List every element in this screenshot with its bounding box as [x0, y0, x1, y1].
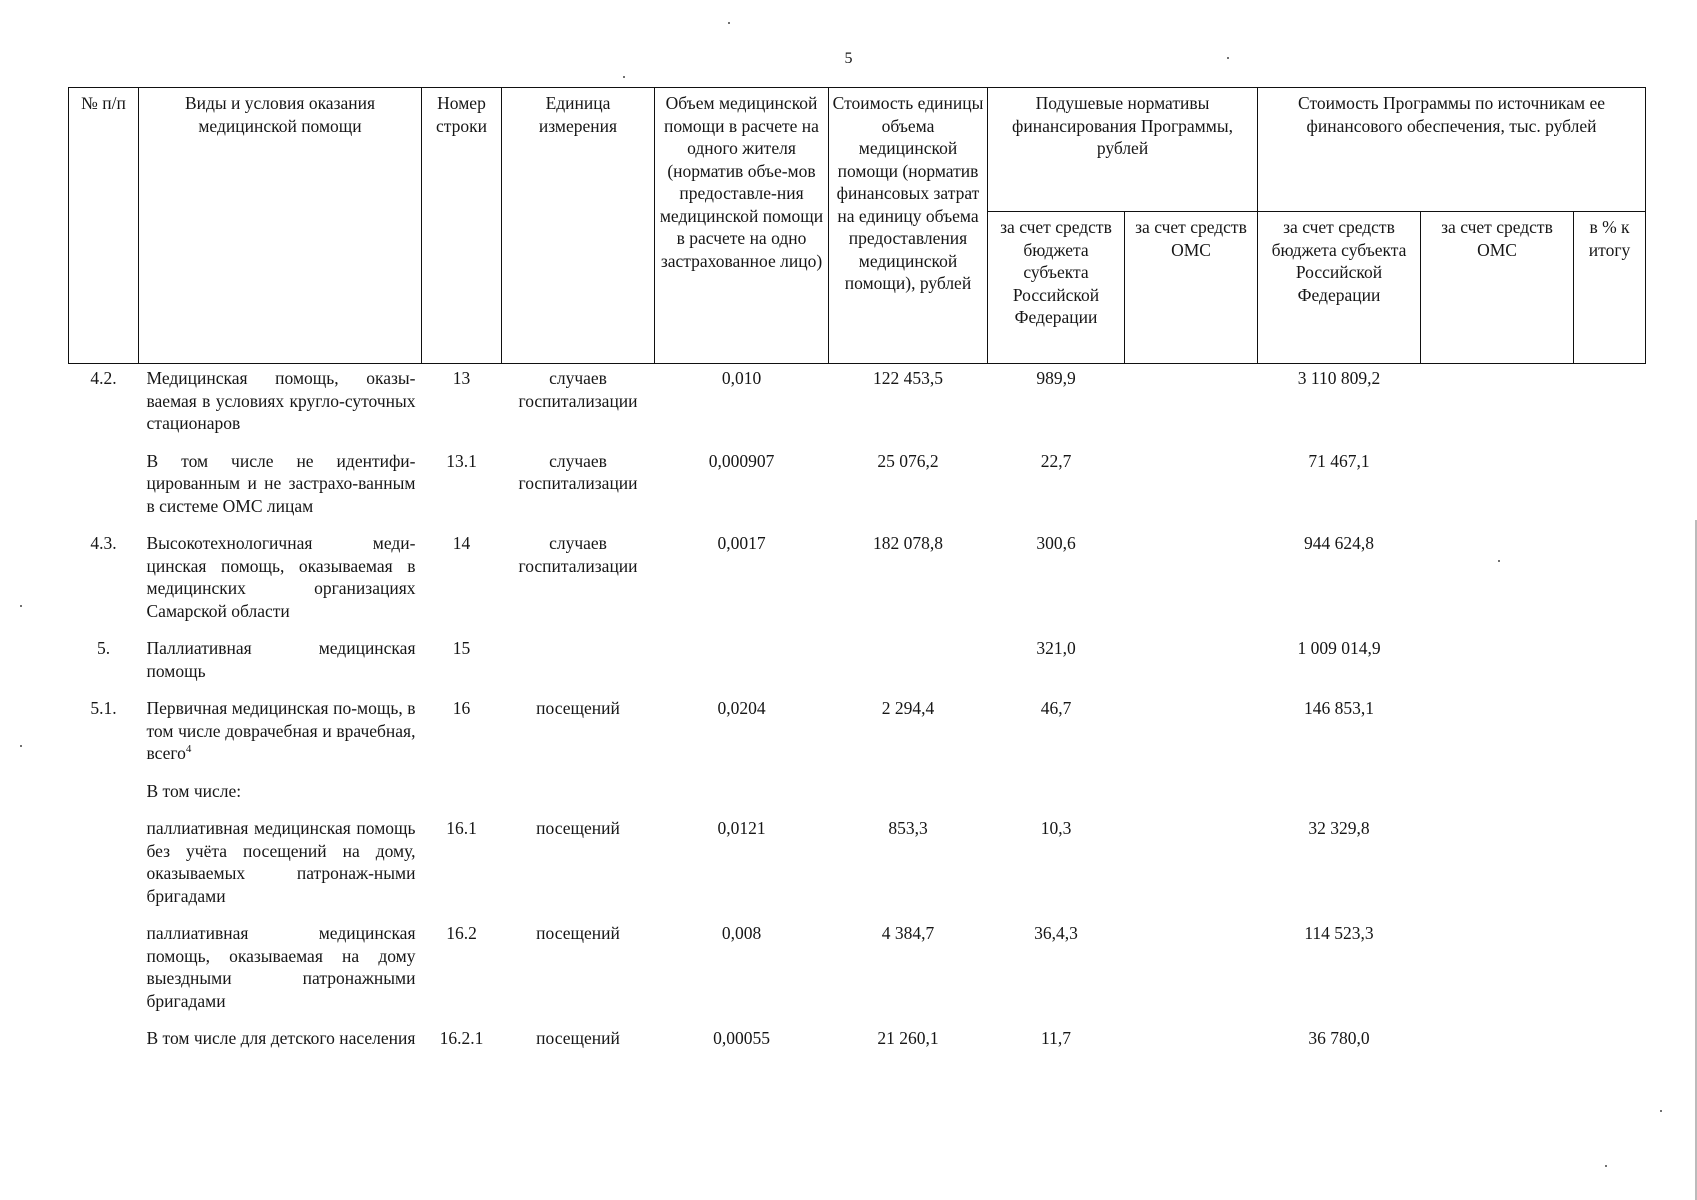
cell-line-text: 15: [452, 638, 471, 658]
cell-cost-text: 122 453,5: [873, 368, 943, 388]
header-program-budget: за счет средств бюджета субъекта Российской Федерации: [1258, 212, 1421, 364]
cell-unit-text: случаев госпитализации: [518, 368, 638, 411]
cell-line: [422, 814, 502, 919]
cell-program-budget: [1258, 919, 1421, 1024]
cell-num-text: 5.1.: [90, 698, 117, 718]
scan-speck: [1498, 560, 1500, 562]
cell-num: [69, 447, 139, 530]
header-line: Номер строки: [422, 88, 502, 364]
cell-cost: [829, 364, 988, 447]
cell-per-capita-oms: [1125, 364, 1258, 447]
cell-unit-text: посещений: [536, 698, 620, 718]
cell-per-capita-budget-text: 300,6: [1036, 533, 1076, 553]
header-per-capita: Подушевые нормативы финансирования Программы, рублей: [988, 88, 1258, 212]
cell-unit: [502, 919, 655, 1024]
header-program-pct: в % к итогу: [1574, 212, 1646, 364]
cell-volume-text: 0,000907: [708, 450, 775, 471]
cell-unit-text: посещений: [536, 1028, 620, 1048]
scan-speck: [20, 745, 22, 747]
cell-per-capita-budget: [988, 694, 1125, 777]
cell-volume: [655, 1024, 829, 1062]
cell-volume: [655, 777, 829, 815]
cell-per-capita-oms: [1125, 777, 1258, 815]
cell-volume: [655, 919, 829, 1024]
header-per-capita-budget: за счет средств бюджета субъекта Российской Федерации: [988, 212, 1125, 364]
cell-unit: [502, 1024, 655, 1062]
table-row: [69, 694, 1646, 777]
table-header: [69, 88, 1646, 364]
table-row: [69, 919, 1646, 1024]
header-volume: Объем медицинской помощи в расчете на одного жителя (норматив объе-мов предоставле-ния медицинской помощи в расчете на одно застрахованное лицо): [655, 88, 829, 364]
cell-name: [139, 919, 422, 1024]
cell-per-capita-oms: [1125, 634, 1258, 694]
cell-per-capita-budget-text: 36,4,3: [1034, 923, 1078, 943]
cell-cost: [829, 447, 988, 530]
cell-unit: [502, 694, 655, 777]
cell-per-capita-budget: [988, 814, 1125, 919]
cell-volume: [655, 364, 829, 447]
cell-per-capita-budget-text: 11,7: [1041, 1028, 1071, 1048]
table-row: [69, 1024, 1646, 1062]
cell-unit: [502, 814, 655, 919]
cell-name: [139, 777, 422, 815]
cell-volume-text: 0,008: [721, 923, 762, 943]
cell-line: [422, 694, 502, 777]
cell-volume-text: 0,0121: [717, 818, 766, 838]
cell-program-budget: [1258, 814, 1421, 919]
cell-name: [139, 447, 422, 530]
cell-program-budget: [1258, 529, 1421, 634]
cell-per-capita-oms: [1125, 1024, 1258, 1062]
cell-volume: [655, 814, 829, 919]
cell-per-capita-budget: [988, 529, 1125, 634]
cell-program-oms: [1421, 919, 1574, 1024]
cell-per-capita-budget-text: 321,0: [1036, 638, 1076, 658]
cell-per-capita-budget: [988, 919, 1125, 1024]
scan-speck: [1227, 57, 1229, 59]
cell-program-pct: [1574, 634, 1646, 694]
cell-cost: [829, 634, 988, 694]
cell-per-capita-budget: [988, 1024, 1125, 1062]
cell-name: [139, 364, 422, 447]
cell-per-capita-oms: [1125, 529, 1258, 634]
cell-line-text: 16.2: [446, 923, 477, 943]
cell-volume: [655, 447, 829, 530]
cell-program-pct: [1574, 447, 1646, 530]
cell-line: [422, 529, 502, 634]
cell-line-text: 13.1: [446, 450, 477, 471]
scan-speck: [1605, 1165, 1607, 1167]
cell-line: [422, 364, 502, 447]
cell-program-oms: [1421, 814, 1574, 919]
cell-per-capita-budget: [988, 634, 1125, 694]
cell-program-pct: [1574, 1024, 1646, 1062]
cell-per-capita-budget-text: 22,7: [1040, 450, 1072, 471]
cell-program-oms: [1421, 634, 1574, 694]
cell-cost-text: 21 260,1: [877, 1028, 939, 1048]
cell-program-pct: [1574, 529, 1646, 634]
header-unit: Единица измерения: [502, 88, 655, 364]
cell-volume: [655, 694, 829, 777]
cell-per-capita-oms: [1125, 447, 1258, 530]
cell-name-text: Высокотехнологичная меди-цинская помощь, оказываемая в медицинских организациях Самарской области: [146, 533, 416, 621]
cell-program-budget-text: 1 009 014,9: [1297, 638, 1381, 658]
cell-volume-text: 0,0204: [717, 698, 766, 718]
cell-unit: [502, 364, 655, 447]
cell-cost-text: 25 076,2: [877, 450, 939, 471]
cell-program-budget-text: 114 523,3: [1304, 923, 1374, 943]
cell-program-budget-text: 71 467,1: [1308, 450, 1370, 471]
cell-num: [69, 814, 139, 919]
cell-program-budget: [1258, 364, 1421, 447]
cell-program-budget-text: 32 329,8: [1308, 818, 1370, 838]
program-cost-table: [68, 87, 1646, 1062]
cell-cost-text: 4 384,7: [881, 923, 935, 943]
scan-speck: [623, 76, 625, 78]
cell-program-pct: [1574, 694, 1646, 777]
cell-num: [69, 529, 139, 634]
cell-cost: [829, 919, 988, 1024]
header-cost: Стоимость единицы объема медицинской помощи (норматив финансовых затрат на единицу объема предоставления медицинской помощи), рублей: [829, 88, 988, 364]
cell-line: [422, 919, 502, 1024]
cell-num: [69, 777, 139, 815]
scan-speck: [728, 22, 730, 24]
cell-line: [422, 777, 502, 815]
cell-num: [69, 694, 139, 777]
cell-program-budget-text: 944 624,8: [1304, 533, 1374, 553]
cell-unit-text: случаев госпитализации: [518, 450, 638, 493]
cell-cost: [829, 529, 988, 634]
header-kinds: Виды и условия оказания медицинской помощи: [139, 88, 422, 364]
cell-program-oms: [1421, 447, 1574, 530]
cell-name: [139, 1024, 422, 1062]
cell-unit-text: посещений: [536, 818, 620, 838]
cell-program-oms: [1421, 1024, 1574, 1062]
table-row: [69, 777, 1646, 815]
cell-volume-text: 0,0017: [717, 533, 766, 553]
cell-program-budget-text: 3 110 809,2: [1297, 368, 1381, 388]
cell-cost: [829, 814, 988, 919]
cell-program-pct: [1574, 777, 1646, 815]
header-program-cost: Стоимость Программы по источникам ее финансового обеспечения, тыс. рублей: [1258, 88, 1646, 212]
cell-volume: [655, 529, 829, 634]
cell-unit: [502, 447, 655, 530]
cell-per-capita-oms: [1125, 919, 1258, 1024]
cell-per-capita-oms: [1125, 694, 1258, 777]
cell-name: [139, 814, 422, 919]
cell-name: [139, 634, 422, 694]
scan-speck: [20, 605, 22, 607]
cell-name-text: В том числе для детского населения: [146, 1028, 416, 1048]
cell-unit-text: посещений: [536, 923, 620, 943]
header-num: № п/п: [69, 88, 139, 364]
cell-program-budget-text: 36 780,0: [1308, 1028, 1370, 1048]
cell-program-oms: [1421, 364, 1574, 447]
cell-cost-text: 182 078,8: [873, 533, 943, 553]
cell-unit-text: случаев госпитализации: [518, 533, 638, 576]
cell-name-text: В том числе не идентифи-цированным и не застрахо-ванным в системе ОМС лицам: [146, 450, 416, 516]
cell-cost: [829, 694, 988, 777]
cell-program-budget: [1258, 634, 1421, 694]
cell-num: [69, 634, 139, 694]
cell-program-oms: [1421, 694, 1574, 777]
cell-name-text: паллиативная медицинская помощь, оказываемая на дому выездными патронажными бригадами: [146, 923, 416, 1011]
table-body: [69, 364, 1646, 1062]
cell-per-capita-budget-text: 46,7: [1040, 698, 1072, 718]
cell-cost: [829, 1024, 988, 1062]
cell-program-pct: [1574, 364, 1646, 447]
table-row: [69, 447, 1646, 530]
cell-line-text: 13: [452, 368, 471, 388]
cell-program-budget-text: 146 853,1: [1304, 698, 1374, 718]
cell-line-text: 16.1: [446, 818, 477, 838]
cell-program-oms: [1421, 529, 1574, 634]
cell-program-budget: [1258, 694, 1421, 777]
cell-num-text: 4.3.: [90, 533, 117, 553]
table-row: [69, 364, 1646, 447]
cell-cost: [829, 777, 988, 815]
cell-num: [69, 364, 139, 447]
cell-line-text: 16.2.1: [439, 1028, 484, 1048]
cell-program-budget: [1258, 1024, 1421, 1062]
cell-num: [69, 919, 139, 1024]
cell-name-text: паллиативная медицинская помощь без учёта посещений на дому, оказываемых патронаж-ными бригадами: [146, 818, 416, 906]
cell-line-text: 16: [452, 698, 471, 718]
header-program-oms: за счет средств ОМС: [1421, 212, 1574, 364]
cell-program-oms: [1421, 777, 1574, 815]
footnote-mark: 4: [185, 743, 192, 756]
cell-num-text: 4.2.: [90, 368, 117, 388]
cell-per-capita-oms: [1125, 814, 1258, 919]
cell-cost-text: 2 294,4: [881, 698, 935, 718]
cell-program-budget: [1258, 447, 1421, 530]
cell-volume: [655, 634, 829, 694]
scan-speck: [1660, 1110, 1662, 1112]
cell-line: [422, 634, 502, 694]
cell-name: [139, 694, 422, 777]
cell-unit: [502, 634, 655, 694]
cell-name-text: Медицинская помощь, оказы-ваемая в условиях кругло-суточных стационаров: [146, 368, 416, 433]
cell-num-text: 5.: [96, 638, 111, 658]
cell-volume-text: 0,00055: [713, 1028, 770, 1048]
table-row: [69, 814, 1646, 919]
cell-program-pct: [1574, 919, 1646, 1024]
cell-line: [422, 447, 502, 530]
header-per-capita-oms: за счет средств ОМС: [1125, 212, 1258, 364]
cell-per-capita-budget: [988, 447, 1125, 530]
cell-num: [69, 1024, 139, 1062]
cell-per-capita-budget: [988, 777, 1125, 815]
cell-name-text: Паллиативная медицинская помощь: [146, 638, 416, 681]
cell-program-budget: [1258, 777, 1421, 815]
cell-cost-text: 853,3: [888, 818, 928, 838]
cell-line-text: 14: [452, 533, 471, 553]
cell-per-capita-budget-text: 989,9: [1036, 368, 1076, 388]
cell-name: [139, 529, 422, 634]
page-number: 5: [844, 50, 853, 67]
cell-volume-text: 0,010: [721, 368, 762, 388]
cell-per-capita-budget: [988, 364, 1125, 447]
cell-line: [422, 1024, 502, 1062]
table-row: [69, 634, 1646, 694]
cell-unit: [502, 529, 655, 634]
cell-name-text: В том числе:: [146, 780, 242, 801]
cell-per-capita-budget-text: 10,3: [1040, 818, 1072, 838]
cell-unit: [502, 777, 655, 815]
table-row: [69, 529, 1646, 634]
cell-name-text: Первичная медицинская по-мощь, в том числе доврачебная и врачебная, всего: [146, 698, 416, 763]
cell-program-pct: [1574, 814, 1646, 919]
